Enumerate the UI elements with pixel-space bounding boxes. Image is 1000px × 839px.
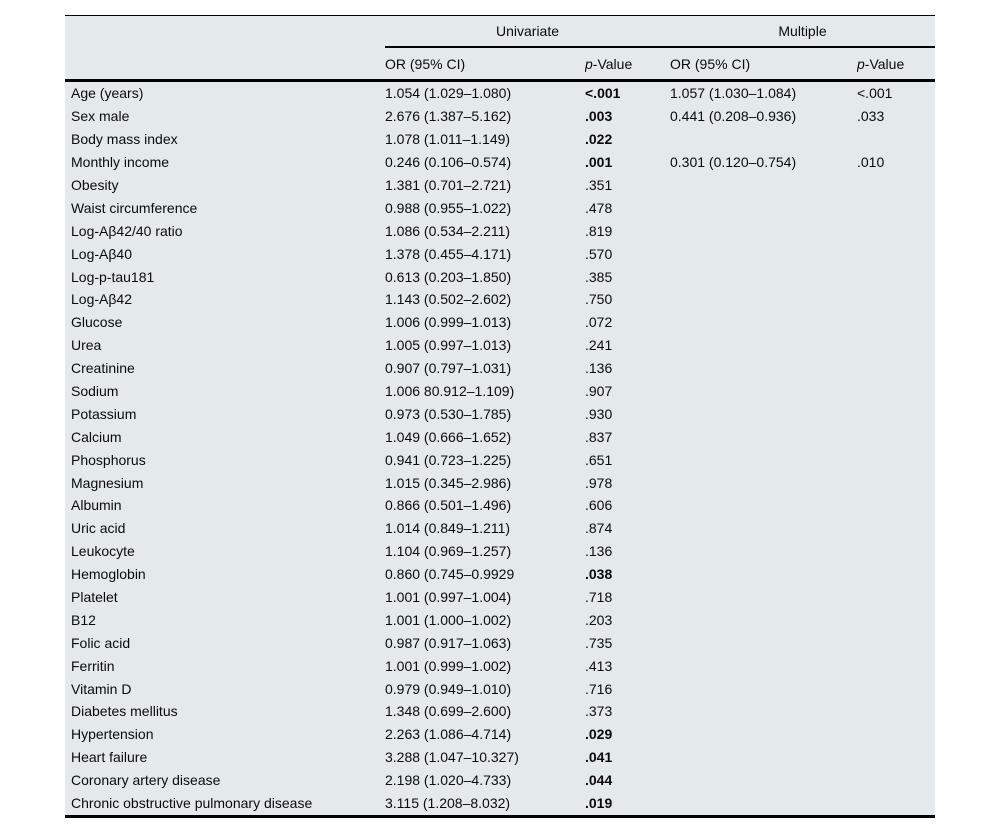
row-label: Platelet	[71, 589, 118, 606]
univariate-or-cell: 0.866 (0.501–1.496)	[385, 497, 512, 514]
univariate-or-cell: 1.086 (0.534–2.211)	[385, 222, 511, 239]
row-label: Chronic obstructive pulmonary disease	[71, 795, 313, 812]
col-header-univariate-p	[585, 47, 670, 81]
row-label: Vitamin D	[71, 680, 132, 697]
table-row	[65, 792, 935, 816]
univariate-p-cell: .001	[585, 154, 613, 171]
univariate-or-cell: 1.054 (1.029–1.080)	[385, 85, 512, 102]
row-label: Magnesium	[71, 474, 144, 491]
table-row	[65, 608, 935, 631]
univariate-p-cell: .718	[585, 589, 613, 606]
univariate-p-cell: .136	[585, 360, 613, 377]
univariate-p-cell: .019	[585, 795, 613, 812]
univariate-or-cell: 1.015 (0.345–2.986)	[385, 474, 512, 491]
multiple-p-cell	[857, 448, 935, 471]
table-row	[65, 105, 935, 128]
table-row	[65, 402, 935, 425]
multiple-or-cell	[670, 700, 857, 723]
table-row	[65, 380, 935, 403]
multiple-or-cell	[670, 219, 857, 242]
multiple-or-cell	[670, 174, 857, 197]
multiple-p-cell	[857, 471, 935, 494]
multiple-or-cell: 1.057 (1.030–1.084)	[670, 85, 797, 102]
table-row	[65, 242, 935, 265]
table-row	[65, 196, 935, 219]
multiple-or-cell	[670, 196, 857, 219]
univariate-or-cell: 0.988 (0.955–1.022)	[385, 199, 512, 216]
univariate-p-cell: .907	[585, 383, 613, 400]
row-label: Log-Aβ42/40 ratio	[71, 222, 183, 239]
row-label: Phosphorus	[71, 451, 146, 468]
univariate-p-cell: .373	[585, 703, 613, 720]
row-label: Obesity	[71, 177, 119, 193]
univariate-p-cell: .735	[585, 634, 613, 651]
table-row	[65, 654, 935, 677]
multiple-or-cell	[670, 128, 857, 151]
univariate-or-cell: 2.263 (1.086–4.714)	[385, 726, 512, 743]
univariate-or-cell: 1.143 (0.502–2.602)	[385, 291, 512, 308]
table-row	[65, 563, 935, 586]
row-label: Log-Aβ40	[71, 245, 132, 262]
multiple-p-cell	[857, 288, 935, 311]
multiple-p-cell	[857, 265, 935, 288]
univariate-or-cell: 1.006 (0.999–1.013)	[385, 314, 512, 331]
univariate-or-cell: 3.288 (1.047–10.327)	[385, 749, 519, 766]
multiple-p-cell	[857, 608, 935, 631]
multiple-p-cell: .010	[857, 154, 885, 171]
row-label: Folic acid	[71, 634, 131, 651]
univariate-or-cell: 1.005 (0.997–1.013)	[385, 337, 512, 354]
multiple-p-cell	[857, 746, 935, 769]
table-row	[65, 174, 935, 197]
univariate-or-cell: 1.049 (0.666–1.652)	[385, 428, 512, 445]
univariate-or-cell: 1.006 80.912–1.109)	[385, 383, 515, 400]
row-label: Ferritin	[71, 657, 115, 674]
multiple-or-cell	[670, 311, 857, 334]
multiple-or-cell	[670, 402, 857, 425]
univariate-or-cell: 1.104 (0.969–1.257)	[385, 543, 512, 560]
multiple-or-cell	[670, 654, 857, 677]
univariate-p-cell: .413	[585, 657, 613, 674]
multiple-p-cell	[857, 196, 935, 219]
row-label: Urea	[71, 337, 102, 354]
univariate-p-cell: .570	[585, 245, 613, 262]
table-row	[65, 265, 935, 288]
table-row	[65, 769, 935, 792]
multiple-p-cell	[857, 517, 935, 540]
row-label: Glucose	[71, 314, 123, 331]
multiple-or-cell	[670, 540, 857, 563]
univariate-p-cell: .716	[585, 680, 613, 697]
univariate-p-cell: .478	[585, 199, 613, 216]
multiple-p-cell: .033	[857, 108, 885, 125]
multiple-or-cell	[670, 792, 857, 816]
p-value-label: p-Value	[857, 55, 905, 72]
table-row	[65, 517, 935, 540]
univariate-or-cell: 0.246 (0.106–0.574)	[385, 154, 512, 171]
multiple-or-cell	[670, 631, 857, 654]
row-label: Age (years)	[71, 85, 144, 102]
multiple-or-cell	[670, 677, 857, 700]
multiple-or-cell	[670, 608, 857, 631]
table-row	[65, 746, 935, 769]
univariate-or-cell: 1.014 (0.849–1.211)	[385, 520, 511, 537]
multiple-or-cell	[670, 471, 857, 494]
multiple-p-cell	[857, 540, 935, 563]
univariate-p-cell: .750	[585, 291, 613, 308]
table-row	[65, 448, 935, 471]
multiple-or-cell	[670, 288, 857, 311]
multiple-or-cell	[670, 265, 857, 288]
row-label: Monthly income	[71, 154, 170, 171]
multiple-or-cell	[670, 380, 857, 403]
univariate-p-cell: .837	[585, 428, 613, 445]
col-header-multiple-or: OR (95% CI)	[670, 47, 857, 81]
univariate-p-cell: .003	[585, 108, 613, 125]
multiple-p-cell	[857, 563, 935, 586]
row-label: Sex male	[71, 108, 130, 125]
table-row	[65, 677, 935, 700]
row-label: Sodium	[71, 383, 119, 400]
multiple-or-cell	[670, 769, 857, 792]
table-row	[65, 151, 935, 174]
univariate-or-cell: 0.973 (0.530–1.785)	[385, 405, 512, 422]
univariate-p-cell: .351	[585, 177, 613, 193]
multiple-or-cell	[670, 746, 857, 769]
table-row	[65, 288, 935, 311]
univariate-or-cell: 1.001 (1.000–1.002)	[385, 611, 512, 628]
table-row	[65, 128, 935, 151]
multiple-or-cell	[670, 563, 857, 586]
table-row	[65, 494, 935, 517]
multiple-or-cell	[670, 723, 857, 746]
univariate-p-cell: .241	[585, 337, 613, 354]
col-header-multiple-p	[857, 47, 935, 81]
multiple-p-cell	[857, 654, 935, 677]
table-row	[65, 219, 935, 242]
univariate-p-cell: .606	[585, 497, 613, 514]
multiple-or-cell	[670, 425, 857, 448]
multiple-p-cell	[857, 128, 935, 151]
table-row	[65, 631, 935, 654]
table-body	[65, 81, 935, 817]
univariate-or-cell: 1.348 (0.699–2.600)	[385, 703, 512, 720]
multiple-p-cell	[857, 174, 935, 197]
univariate-p-cell: .930	[585, 405, 613, 422]
regression-table-container	[65, 15, 1000, 818]
univariate-p-cell: .874	[585, 520, 613, 537]
row-label: Hemoglobin	[71, 566, 146, 583]
univariate-or-cell: 0.941 (0.723–1.225)	[385, 451, 512, 468]
multiple-p-cell	[857, 380, 935, 403]
univariate-p-cell: .022	[585, 131, 613, 148]
univariate-or-cell: 3.115 (1.208–8.032)	[385, 795, 511, 812]
table-row	[65, 334, 935, 357]
univariate-or-cell: 0.987 (0.917–1.063)	[385, 634, 512, 651]
table-row	[65, 81, 935, 105]
univariate-or-cell: 2.198 (1.020–4.733)	[385, 772, 512, 789]
multiple-or-cell	[670, 586, 857, 609]
group-header-multiple: Multiple	[670, 16, 935, 48]
multiple-p-cell	[857, 723, 935, 746]
univariate-or-cell: 1.001 (0.999–1.002)	[385, 657, 512, 674]
row-label: Waist circumference	[71, 199, 198, 216]
row-label: Coronary artery disease	[71, 772, 221, 789]
row-label: Uric acid	[71, 520, 126, 537]
univariate-p-cell: .038	[585, 566, 613, 583]
table-row	[65, 311, 935, 334]
row-label: Log-Aβ42	[71, 291, 132, 308]
univariate-p-cell: .203	[585, 611, 613, 628]
multiple-p-cell	[857, 402, 935, 425]
row-label: Heart failure	[71, 749, 148, 766]
multiple-p-cell	[857, 425, 935, 448]
p-value-label: p-Value	[585, 55, 633, 72]
univariate-or-cell: 0.613 (0.203–1.850)	[385, 268, 512, 285]
multiple-p-cell	[857, 586, 935, 609]
row-label: Diabetes mellitus	[71, 703, 178, 720]
multiple-p-cell	[857, 219, 935, 242]
multiple-or-cell	[670, 357, 857, 380]
multiple-p-cell	[857, 700, 935, 723]
multiple-or-cell	[670, 494, 857, 517]
multiple-p-cell	[857, 494, 935, 517]
univariate-p-cell: .385	[585, 268, 613, 285]
row-label: Hypertension	[71, 726, 154, 743]
multiple-or-cell: 0.441 (0.208–0.936)	[670, 108, 797, 125]
multiple-p-cell	[857, 769, 935, 792]
multiple-or-cell	[670, 448, 857, 471]
multiple-or-cell	[670, 242, 857, 265]
multiple-p-cell	[857, 357, 935, 380]
univariate-or-cell: 1.078 (1.011–1.149)	[385, 131, 511, 148]
univariate-p-cell: <.001	[585, 85, 621, 102]
univariate-or-cell: 0.979 (0.949–1.010)	[385, 680, 512, 697]
multiple-p-cell: <.001	[857, 85, 893, 102]
table-row	[65, 471, 935, 494]
multiple-or-cell	[670, 517, 857, 540]
row-label: Potassium	[71, 405, 137, 422]
univariate-or-cell: 1.001 (0.997–1.004)	[385, 589, 512, 606]
multiple-or-cell: 0.301 (0.120–0.754)	[670, 154, 797, 171]
univariate-p-cell: .978	[585, 474, 613, 491]
group-header-row	[65, 16, 935, 48]
univariate-p-cell: .072	[585, 314, 613, 331]
univariate-or-cell: 0.907 (0.797–1.031)	[385, 360, 512, 377]
table-row	[65, 723, 935, 746]
multiple-p-cell	[857, 242, 935, 265]
multiple-p-cell	[857, 631, 935, 654]
table-row	[65, 540, 935, 563]
univariate-p-cell: .651	[585, 451, 613, 468]
row-label: B12	[71, 611, 96, 628]
multiple-p-cell	[857, 677, 935, 700]
univariate-p-cell: .819	[585, 222, 613, 239]
multiple-or-cell	[670, 334, 857, 357]
univariate-or-cell: 1.381 (0.701–2.721)	[385, 177, 512, 193]
univariate-p-cell: .044	[585, 772, 613, 789]
table-row	[65, 425, 935, 448]
col-header-univariate-or: OR (95% CI)	[385, 47, 585, 81]
group-header-univariate: Univariate	[385, 16, 670, 48]
row-label: Body mass index	[71, 131, 178, 148]
univariate-or-cell: 0.860 (0.745–0.9929	[385, 566, 515, 583]
multiple-p-cell	[857, 311, 935, 334]
row-label: Calcium	[71, 428, 122, 445]
table-row	[65, 700, 935, 723]
univariate-or-cell: 2.676 (1.387–5.162)	[385, 108, 512, 125]
univariate-or-cell: 1.378 (0.455–4.171)	[385, 245, 512, 262]
row-label: Log-p-tau181	[71, 268, 155, 285]
row-label: Albumin	[71, 497, 122, 514]
univariate-p-cell: .029	[585, 726, 613, 743]
multiple-p-cell	[857, 334, 935, 357]
regression-results-table	[65, 15, 935, 818]
row-label: Leukocyte	[71, 543, 135, 560]
univariate-p-cell: .136	[585, 543, 613, 560]
corner-cell	[65, 16, 385, 81]
table-row	[65, 586, 935, 609]
row-label: Creatinine	[71, 360, 135, 377]
multiple-p-cell	[857, 792, 935, 816]
univariate-p-cell: .041	[585, 749, 613, 766]
table-row	[65, 357, 935, 380]
